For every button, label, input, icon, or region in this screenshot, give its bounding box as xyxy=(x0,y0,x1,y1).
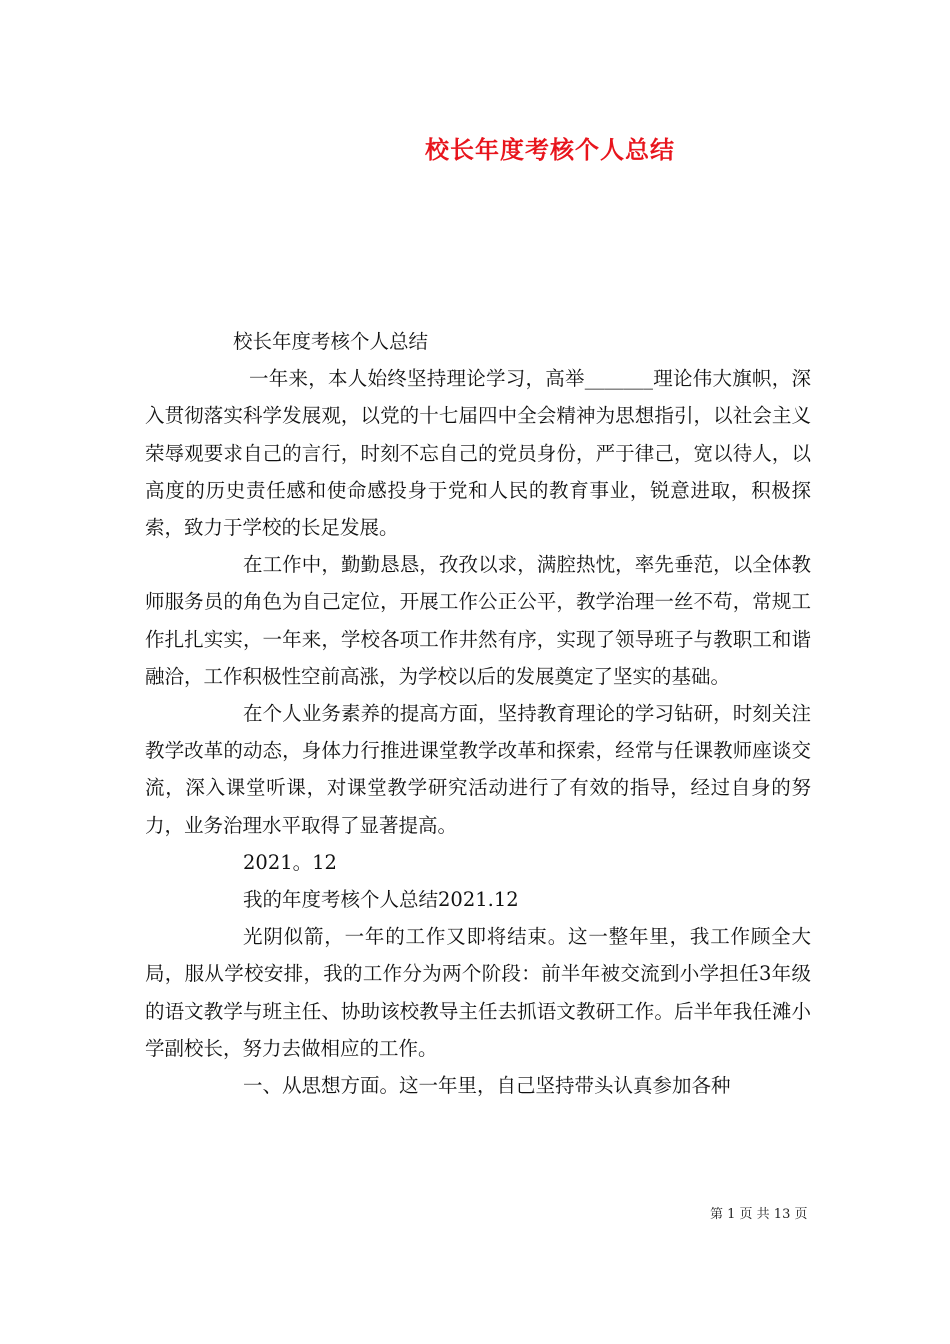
paragraph: 光阴似箭，一年的工作又即将结束。这一整年里，我工作顾全大局，服从学校安排，我的工作分为两个阶段：前半年被交流到小学担任3年级的语文教学与班主任、协助该校教导主任去抓语文教研工作。后半年我任滩小学副校长，努力去做相应的工作。 xyxy=(145,925,811,1060)
subtitle: 校长年度考核个人总结 xyxy=(233,330,429,353)
section-heading: 我的年度考核个人总结2021.12 xyxy=(243,888,519,912)
date-line: 2021。12 xyxy=(243,850,337,874)
paragraph: 一、从思想方面。这一年里，自己坚持带头认真参加各种 xyxy=(243,1074,731,1098)
paragraph: 一年来，本人始终坚持理论学习，高举_______理论伟大旗帜，深入贯彻落实科学发展观，以党的十七届四中全会精神为思想指引，以社会主义荣辱观要求自己的言行，时刻不忘自己的党员身份，严于律己，宽以待人，以高度的历史责任感和使命感投身于党和人民的教育事业，锐意进取，积极探索，致力于学校的长足发展。 xyxy=(145,367,811,540)
document-body xyxy=(145,323,811,1104)
paragraph: 在工作中，勤勤恳恳，孜孜以求，满腔热忱，率先垂范，以全体教师服务员的角色为自己定位，开展工作公正公平，教学治理一丝不苟，常规工作扎扎实实，一年来，学校各项工作井然有序，实现了领导班子与教职工和谐融洽，工作积极性空前高涨，为学校以后的发展奠定了坚实的基础。 xyxy=(145,553,811,688)
paragraph: 在个人业务素养的提高方面，坚持教育理论的学习钻研，时刻关注教学改革的动态，身体力行推进课堂教学改革和探索，经常与任课教师座谈交流，深入课堂听课，对课堂教学研究活动进行了有效的指导，经过自身的努力，业务治理水平取得了显著提高。 xyxy=(145,702,811,837)
page-number-footer: 第 1 页 共 13 页 xyxy=(710,1207,808,1222)
page-title: 校长年度考核个人总结 xyxy=(425,135,675,164)
